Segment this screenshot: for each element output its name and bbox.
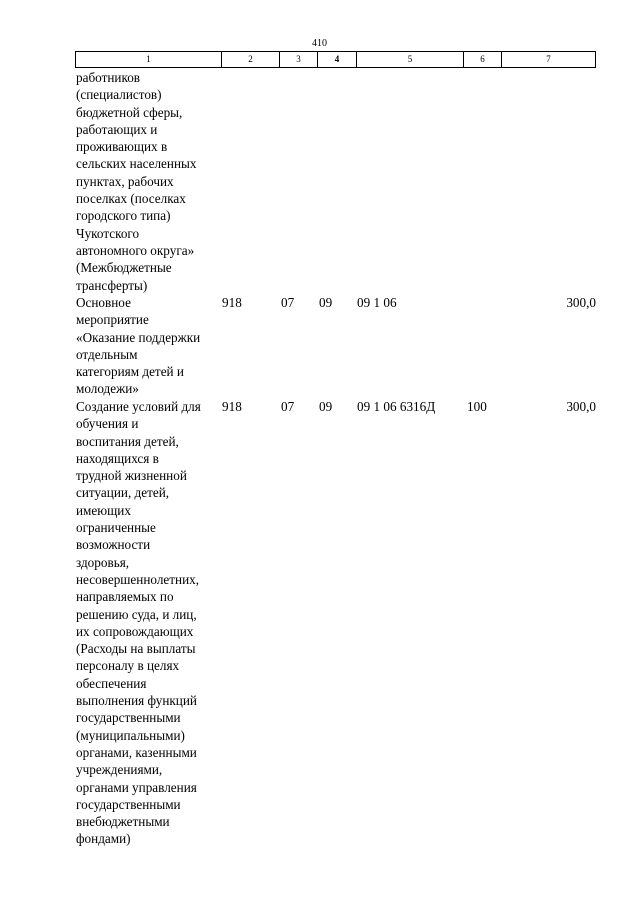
- text-line: молодежи»: [76, 381, 139, 397]
- header-col-4: 4: [317, 51, 356, 68]
- row-2-sum: 300,0: [566, 295, 596, 310]
- text-line: находящихся в: [76, 450, 159, 466]
- text-line: здоровья,: [76, 554, 130, 570]
- text-line: Чукотского: [76, 225, 140, 241]
- text-line: сельских населенных: [76, 156, 197, 172]
- row-3-name: [76, 398, 201, 848]
- text-line: государственными: [76, 796, 181, 812]
- text-line: мероприятие: [76, 312, 149, 328]
- text-line: органами управления: [76, 779, 197, 795]
- row-3-vr: 100: [467, 399, 487, 414]
- text-line: государственными: [76, 710, 181, 726]
- row-3-grbs: 918: [222, 399, 242, 414]
- text-line: выполнения функций: [76, 693, 197, 709]
- text-line: категориям детей и: [76, 364, 184, 380]
- text-line: ограниченные: [76, 520, 156, 536]
- text-line: Создание условий для: [76, 399, 201, 414]
- row-2-csr: 09 1 06: [357, 295, 397, 310]
- text-line: «Оказание поддержки: [76, 329, 201, 345]
- text-line: имеющих: [76, 502, 131, 518]
- text-line: несовершеннолетних,: [76, 571, 200, 587]
- header-col-7: 7: [501, 51, 596, 68]
- row-3-rz: 07: [281, 399, 295, 414]
- text-line: направляемых по: [76, 589, 174, 605]
- text-line: проживающих в: [76, 139, 168, 155]
- text-line: ситуации, детей,: [76, 485, 170, 501]
- page-number: 410: [312, 38, 327, 49]
- text-line: фондами): [76, 831, 131, 847]
- text-line: возможности: [76, 537, 151, 553]
- text-line: трудной жизненной: [76, 468, 187, 484]
- text-line: обеспечения: [76, 675, 147, 691]
- text-line: Основное: [76, 295, 131, 310]
- row-2-pr: 09: [319, 295, 333, 310]
- text-line: (муниципальными): [76, 727, 185, 743]
- text-line: поселках (поселках: [76, 191, 186, 207]
- row-3-sum: 300,0: [566, 399, 596, 414]
- header-col-3: 3: [279, 51, 317, 68]
- text-line: (специалистов): [76, 87, 162, 103]
- text-line: органами, казенными: [76, 744, 197, 760]
- text-line: внебюджетными: [76, 814, 170, 830]
- row-3-pr: 09: [319, 399, 333, 414]
- row-2-grbs: 918: [222, 295, 242, 310]
- text-line: (Межбюджетные: [76, 260, 172, 276]
- text-line: воспитания детей,: [76, 433, 179, 449]
- text-line: решению суда, и лиц,: [76, 606, 197, 622]
- text-line: отдельным: [76, 346, 138, 362]
- text-line: обучения и: [76, 416, 139, 432]
- text-line: работающих и: [76, 121, 158, 137]
- text-line: персоналу в целях: [76, 658, 180, 674]
- text-line: пунктах, рабочих: [76, 173, 174, 189]
- text-line: городского типа): [76, 208, 171, 224]
- text-line: трансферты): [76, 277, 148, 293]
- row-2-name: [76, 294, 200, 398]
- text-line: работников: [76, 70, 141, 85]
- header-col-5: 5: [356, 51, 463, 68]
- header-col-2: 2: [221, 51, 279, 68]
- text-line: их сопровождающих: [76, 623, 194, 639]
- row-2-rz: 07: [281, 295, 295, 310]
- header-col-1: 1: [75, 51, 221, 68]
- row-1-name: [76, 69, 196, 294]
- text-line: бюджетной сферы,: [76, 104, 183, 120]
- text-line: (Расходы на выплаты: [76, 641, 196, 657]
- header-col-6: 6: [463, 51, 501, 68]
- row-3-csr: 09 1 06 6316Д: [357, 399, 436, 414]
- text-line: учреждениями,: [76, 762, 163, 778]
- text-line: автономного округа»: [76, 242, 195, 258]
